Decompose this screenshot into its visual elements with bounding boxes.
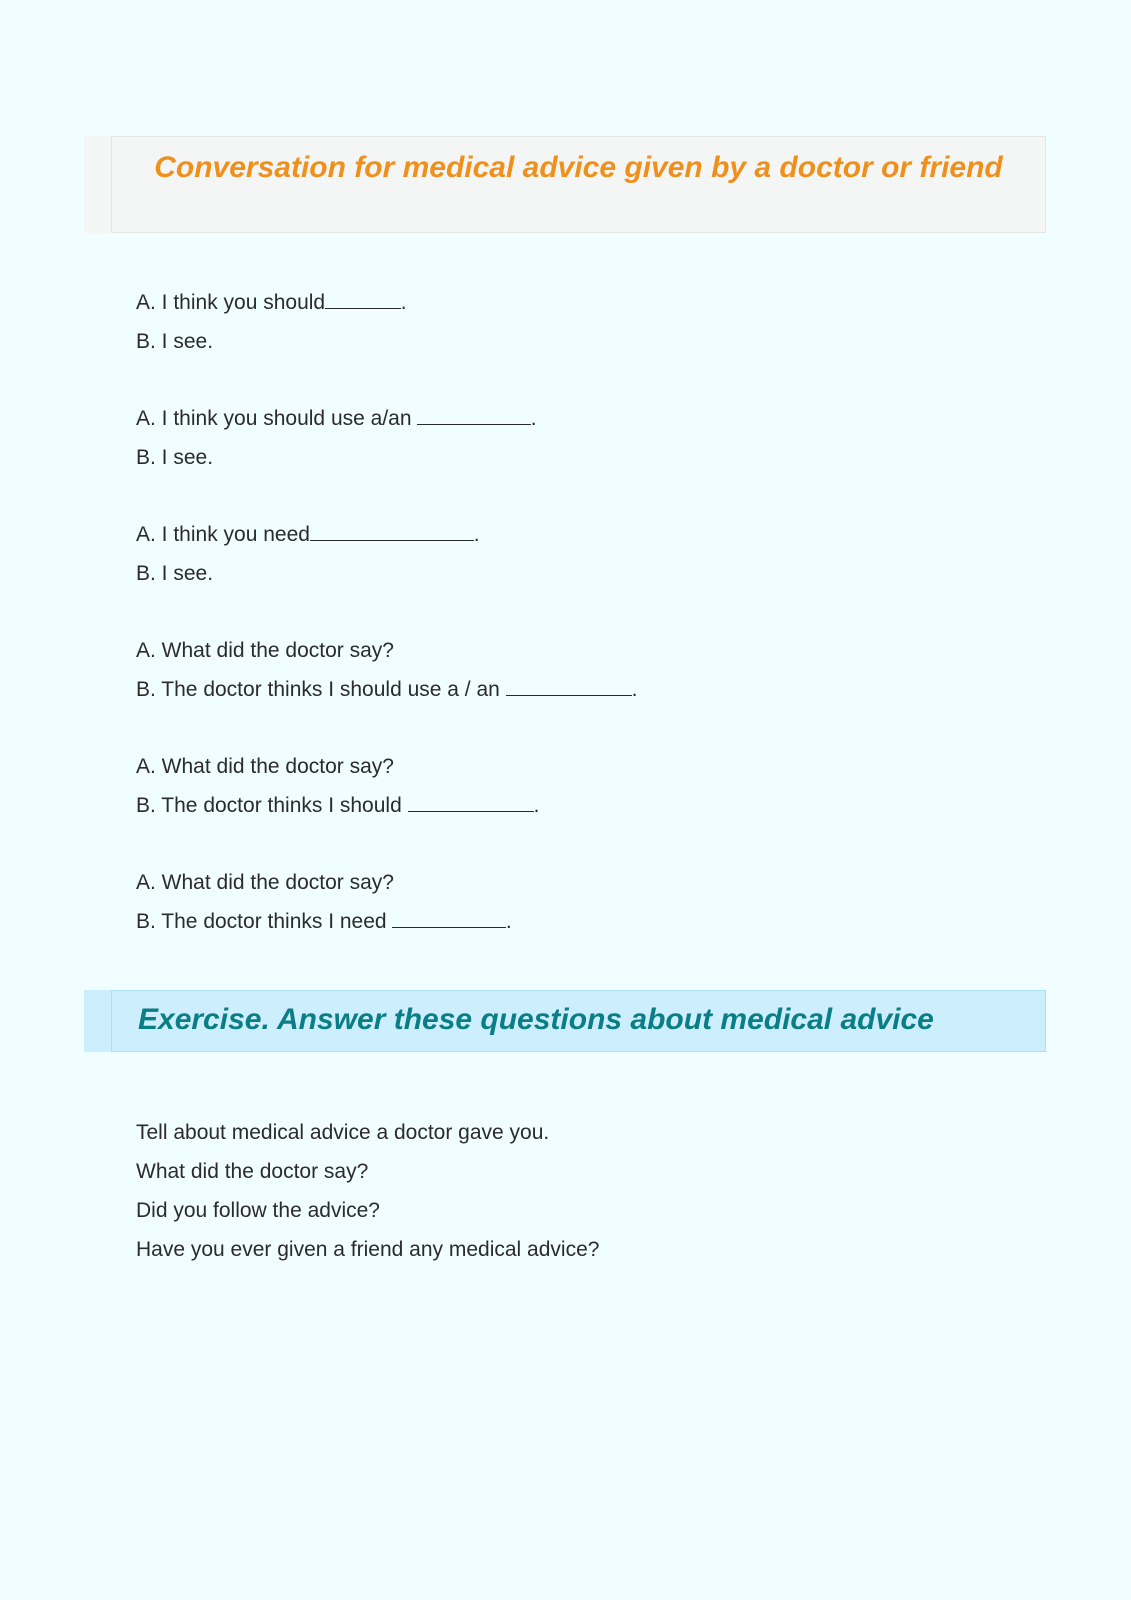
speaker-b-line <box>136 786 1036 825</box>
line-text: B. I see. <box>136 446 214 469</box>
answer-blank <box>310 520 474 541</box>
dialogue-item <box>136 631 1036 709</box>
line-end-punctuation: . <box>631 678 638 701</box>
speaker-a-line <box>136 863 1036 902</box>
exercise-question: Have you ever given a friend any medical advice? <box>136 1238 600 1261</box>
speaker-a-line <box>136 515 1036 554</box>
line-text: A. What did the doctor say? <box>136 639 394 662</box>
dialogue-item <box>136 863 1036 941</box>
answer-blank <box>506 675 632 696</box>
line-text: B. I see. <box>136 330 214 353</box>
speaker-b-line <box>136 902 1036 941</box>
exercise-title: Exercise. Answer these questions about medical advice <box>138 1003 934 1036</box>
answer-blank <box>408 791 534 812</box>
line-end-punctuation: . <box>505 910 512 933</box>
line-end-punctuation: . <box>473 523 480 546</box>
line-text: A. What did the doctor say? <box>136 755 394 778</box>
speaker-a-line <box>136 283 1036 322</box>
dialogue-item <box>136 399 1036 477</box>
speaker-a-line <box>136 747 1036 786</box>
line-text: B. The doctor thinks I need <box>136 910 393 933</box>
line-text: A. I think you should use a/an <box>136 407 418 430</box>
speaker-b-line <box>136 322 1036 361</box>
page-title: Conversation for medical advice given by a doctor or friend <box>154 151 1003 184</box>
dialogue-item <box>136 747 1036 825</box>
speaker-b-line <box>136 438 1036 477</box>
line-text: B. I see. <box>136 562 214 585</box>
line-text: A. What did the doctor say? <box>136 871 394 894</box>
line-end-punctuation: . <box>400 291 407 314</box>
question-list <box>136 1113 1036 1269</box>
answer-blank <box>325 288 401 309</box>
line-text: A. I think you need <box>136 523 310 546</box>
answer-blank <box>417 404 530 425</box>
line-text: A. I think you should <box>136 291 326 314</box>
line-end-punctuation: . <box>530 407 537 430</box>
speaker-a-line <box>136 399 1036 438</box>
speaker-b-line <box>136 670 1036 709</box>
dialogue-item <box>136 515 1036 593</box>
line-end-punctuation: . <box>533 794 540 817</box>
title-box-tab <box>84 136 111 233</box>
exercise-question: Tell about medical advice a doctor gave you. <box>136 1121 550 1144</box>
speaker-b-line <box>136 554 1036 593</box>
answer-blank <box>392 907 505 928</box>
dialogue-item <box>136 283 1036 361</box>
exercise-box-tab <box>84 990 111 1052</box>
line-text: B. The doctor thinks I should use a / an <box>136 678 506 701</box>
title-box <box>111 136 1046 233</box>
exercise-header <box>111 990 1046 1052</box>
exercise-question: What did the doctor say? <box>136 1160 369 1183</box>
dialogue-list <box>136 283 1036 979</box>
line-text: B. The doctor thinks I should <box>136 794 408 817</box>
speaker-a-line <box>136 631 1036 670</box>
exercise-question: Did you follow the advice? <box>136 1199 380 1222</box>
